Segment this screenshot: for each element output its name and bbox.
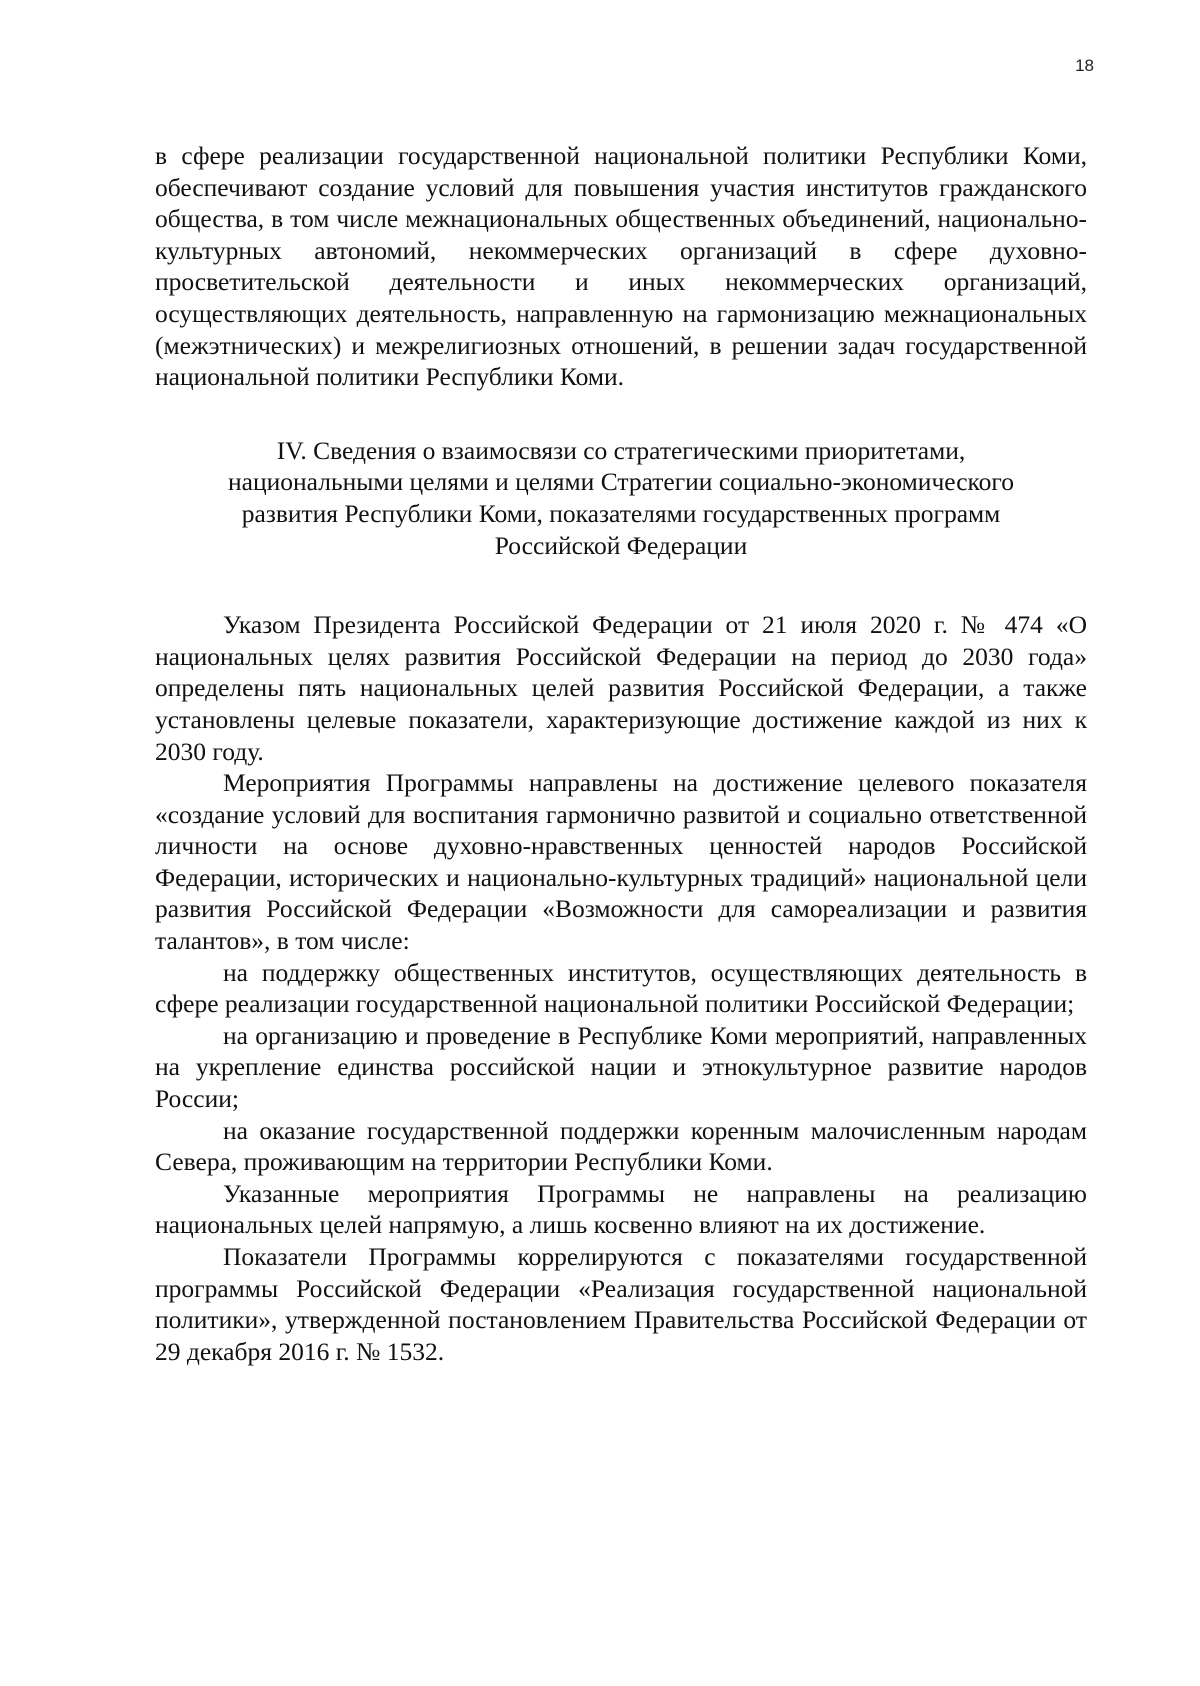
paragraph-indigenous-support: на оказание государственной поддержки коренным малочисленным народам Севера, проживающим на территории Республики Коми. <box>155 1115 1087 1177</box>
section-heading-line: национальными целями и целями Стратегии социально-экономического <box>228 467 1014 497</box>
document-body <box>155 140 1087 1367</box>
section-heading-line: развития Республики Коми, показателями государственных программ <box>241 498 1001 528</box>
paragraph-decree: Указом Президента Российской Федерации от 21 июля 2020 г. № 474 «О национальных целях развития Российской Федерации на период до 2030 года» определены пять национальных целей развития Российской Федерации, а также установлены целевые показатели, характеризующие достижение каждой из них к 2030 году. <box>155 610 1087 766</box>
paragraph-program-measures: Мероприятия Программы направлены на достижение целевого показателя «создание условий для воспитания гармонично развитой и социально ответственной личности на основе духовно-нравственных ценностей народов Российской Федерации, исторических и национально-культурных традиций» национальной цели развития Российской Федерации «Возможности для самореализации и развития талантов», в том числе: <box>155 768 1087 956</box>
paragraph-indicators-correlation: Показатели Программы коррелируются с показателями государственной программы Российской Федерации «Реализация государственной национальной политики», утвержденной постановлением Правительства Российской Федерации от 29 декабря 2016 г. № 1532. <box>155 1242 1087 1366</box>
paragraph-support-institutions: на поддержку общественных институтов, осуществляющих деятельность в сфере реализации государственной национальной политики Российской Федерации; <box>155 957 1087 1019</box>
paragraph-indirect-influence: Указанные мероприятия Программы не направлены на реализацию национальных целей напрямую, а лишь косвенно влияют на их достижение. <box>155 1178 1087 1240</box>
intro-paragraph: в сфере реализации государственной национальной политики Республики Коми, обеспечивают создание условий для повышения участия институтов гражданского общества, в том числе межнациональных общественных объединений, национально-культурных автономий, некоммерческих организаций в сфере духовно-просветительской деятельности и иных некоммерческих организаций, осуществляющих деятельность, направленную на гармонизацию межнациональных (межэтнических) и межрелигиозных отношений, в решении задач государственной национальной политики Республики Коми. <box>155 141 1087 392</box>
section-heading-line: IV. Сведения о взаимосвязи со стратегическими приоритетами, <box>276 435 966 465</box>
section-heading <box>155 435 1087 561</box>
paragraph-events-organization: на организацию и проведение в Республике Коми мероприятий, направленных на укрепление единства российской нации и этнокультурное развитие народов России; <box>155 1020 1087 1114</box>
page-number: 18 <box>1075 56 1094 75</box>
section-heading-line: Российской Федерации <box>494 530 748 560</box>
